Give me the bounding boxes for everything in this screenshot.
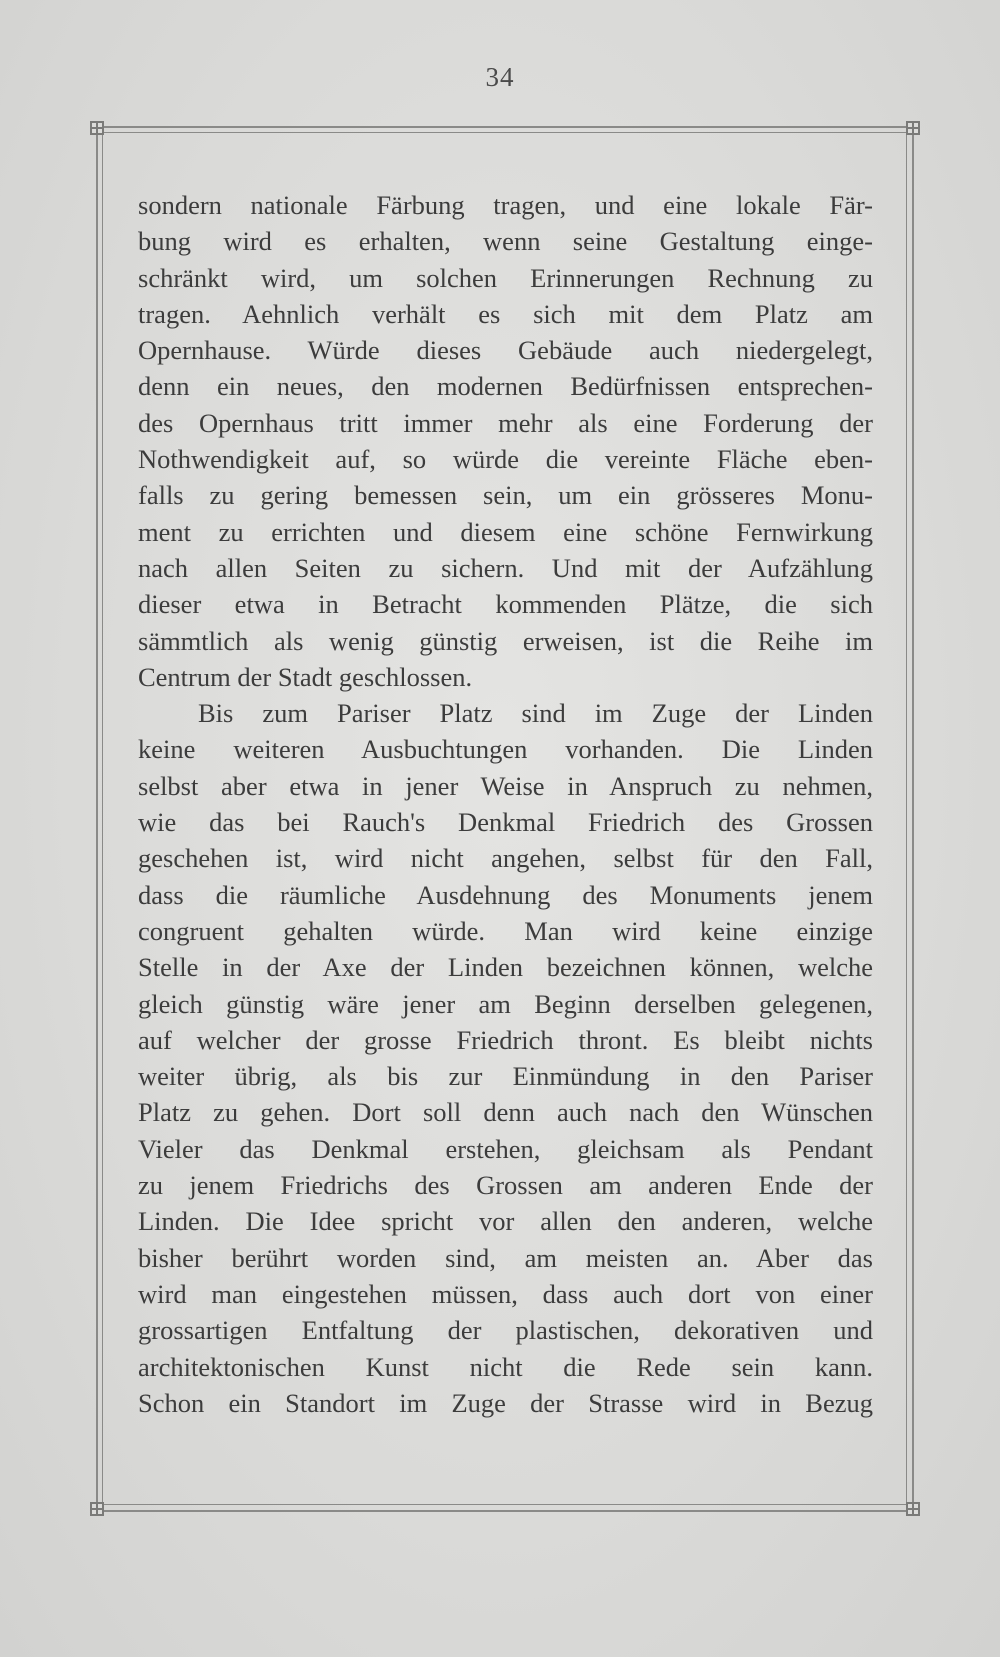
text-line: geschehen ist, wird nicht angehen, selbst für den Fall, bbox=[138, 843, 873, 874]
corner-ornament-top-left bbox=[90, 121, 104, 135]
frame-right-outer bbox=[912, 126, 914, 1512]
text-line: gleich günstig wäre jener am Beginn derselben gelegenen, bbox=[138, 988, 873, 1019]
text-line: Opernhause. Würde dieses Gebäude auch niedergelegt, bbox=[138, 335, 873, 366]
text-line: Linden. Die Idee spricht vor allen den anderen, welche bbox=[138, 1206, 873, 1237]
paragraph-2 bbox=[138, 695, 873, 1421]
text-line: sämmtlich als wenig günstig erweisen, ist die Reihe im bbox=[138, 625, 873, 656]
text-line: bung wird es erhalten, wenn seine Gestaltung einge- bbox=[138, 226, 873, 257]
frame-bottom-outer bbox=[96, 1510, 914, 1512]
text-line: sondern nationale Färbung tragen, und eine lokale Fär- bbox=[138, 190, 873, 220]
paragraph-1 bbox=[138, 187, 873, 695]
text-line: selbst aber etwa in jener Weise in Anspruch zu nehmen, bbox=[138, 770, 873, 801]
text-line: grossartigen Entfaltung der plastischen, dekorativen und bbox=[138, 1315, 873, 1346]
text-line: Stelle in der Axe der Linden bezeichnen können, welche bbox=[138, 952, 873, 983]
text-line: dass die räumliche Ausdehnung des Monuments jenem bbox=[138, 879, 873, 910]
text-line: denn ein neues, den modernen Bedürfnissen entsprechen- bbox=[138, 371, 873, 402]
body-text bbox=[138, 187, 873, 1421]
text-line: Centrum der Stadt geschlossen. bbox=[138, 661, 473, 692]
text-line: Vieler das Denkmal erstehen, gleichsam als Pendant bbox=[138, 1133, 873, 1164]
text-line: auf welcher der grosse Friedrich thront. Es bleibt nichts bbox=[138, 1024, 873, 1055]
frame-left-inner bbox=[102, 132, 103, 1506]
page-number: 34 bbox=[485, 62, 515, 92]
text-line: schränkt wird, um solchen Erinnerungen Rechnung zu bbox=[138, 262, 873, 293]
frame-right-inner bbox=[906, 132, 907, 1506]
text-line: congruent gehalten würde. Man wird keine einzige bbox=[138, 915, 873, 946]
text-line: weiter übrig, als bis zur Einmündung in den Pariser bbox=[138, 1061, 873, 1092]
frame-top-inner bbox=[96, 132, 914, 133]
text-line: ment zu errichten und diesem eine schöne Fernwirkung bbox=[138, 516, 873, 547]
text-line: wird man eingestehen müssen, dass auch dort von einer bbox=[138, 1278, 873, 1309]
text-line: falls zu gering bemessen sein, um ein grösseres Monu- bbox=[138, 480, 873, 511]
text-line: Schon ein Standort im Zuge der Strasse wird in Bezug bbox=[138, 1387, 873, 1418]
corner-ornament-bottom-right bbox=[906, 1502, 920, 1516]
text-line: tragen. Aehnlich verhält es sich mit dem Platz am bbox=[138, 298, 873, 329]
frame-top-outer bbox=[96, 126, 914, 128]
frame-left-outer bbox=[96, 126, 98, 1512]
text-line: keine weiteren Ausbuchtungen vorhanden. Die Linden bbox=[138, 734, 873, 765]
text-line: bisher berührt worden sind, am meisten an. Aber das bbox=[138, 1242, 873, 1273]
text-line: zu jenem Friedrichs des Grossen am anderen Ende der bbox=[138, 1170, 873, 1201]
text-line: wie das bei Rauch's Denkmal Friedrich des Grossen bbox=[138, 807, 873, 838]
text-line: Nothwendigkeit auf, so würde die vereinte Fläche eben- bbox=[138, 444, 873, 475]
corner-ornament-bottom-left bbox=[90, 1502, 104, 1516]
text-line: Platz zu gehen. Dort soll denn auch nach den Wünschen bbox=[138, 1097, 873, 1128]
text-line: dieser etwa in Betracht kommenden Plätze, die sich bbox=[138, 589, 873, 620]
text-line: des Opernhaus tritt immer mehr als eine Forderung der bbox=[138, 407, 873, 438]
text-line: Bis zum Pariser Platz sind im Zuge der Linden bbox=[198, 698, 873, 729]
text-line: architektonischen Kunst nicht die Rede sein kann. bbox=[138, 1351, 873, 1382]
text-line: nach allen Seiten zu sichern. Und mit der Aufzählung bbox=[138, 552, 873, 583]
corner-ornament-top-right bbox=[906, 121, 920, 135]
frame-bottom-inner bbox=[96, 1504, 914, 1505]
